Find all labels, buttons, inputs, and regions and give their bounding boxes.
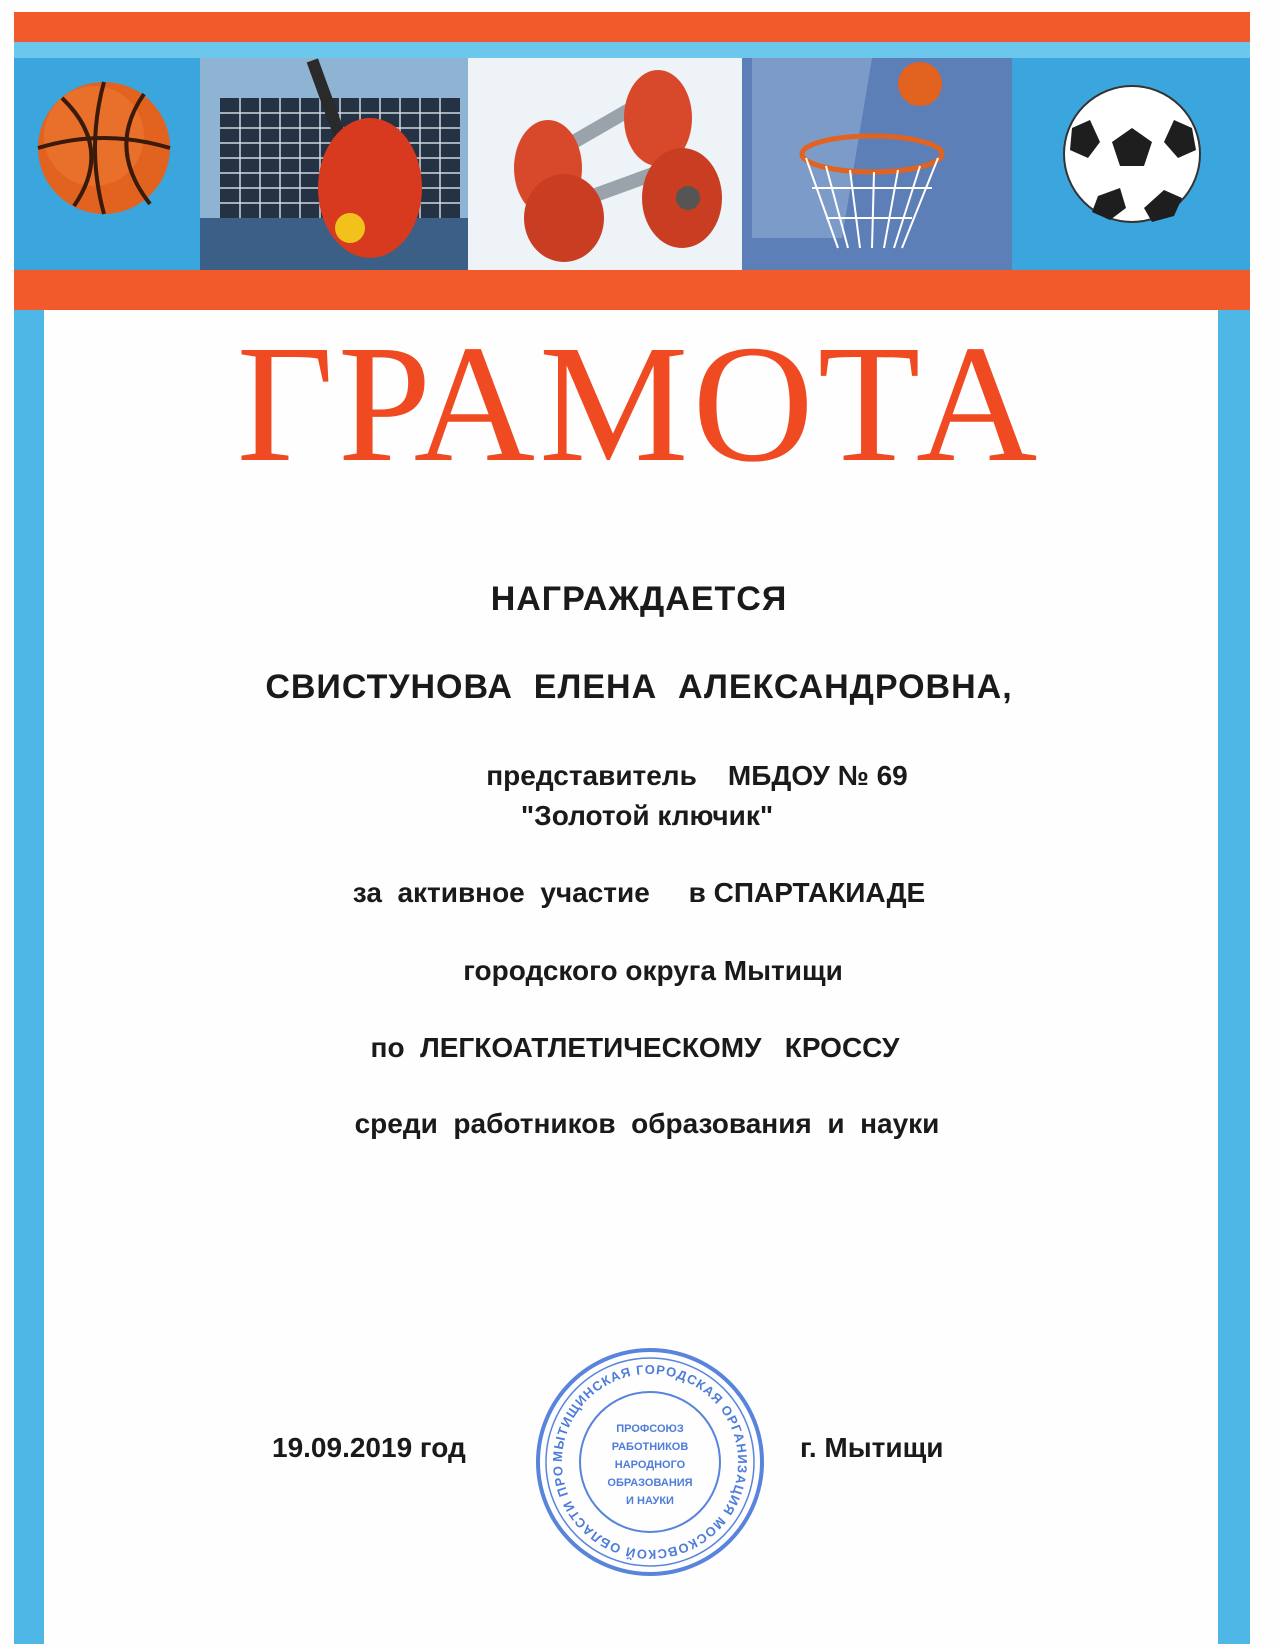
district-line: городского округа Мытищи xyxy=(463,955,843,986)
award-city: г. Мытищи xyxy=(800,1432,944,1463)
table-tennis-image xyxy=(200,58,468,270)
event-line: по ЛЕГКОАТЛЕТИЧЕСКОМУ КРОССУ xyxy=(370,1032,900,1063)
organization-line: "Золотой ключик" xyxy=(520,800,774,831)
dumbbells-image xyxy=(468,58,742,270)
svg-text:НАРОДНОГО: НАРОДНОГО xyxy=(614,1459,686,1471)
svg-text:И НАУКИ: И НАУКИ xyxy=(626,1495,674,1507)
recipient-name: СВИСТУНОВА ЕЛЕНА АЛЕКСАНДРОВНА, xyxy=(265,668,1013,706)
certificate-title: ГРАМОТА xyxy=(236,311,1042,497)
svg-text:ОБРАЗОВАНИЯ: ОБРАЗОВАНИЯ xyxy=(607,1477,693,1489)
reason-line: за активное участие в СПАРТАКИАДЕ xyxy=(352,877,926,908)
award-date: 19.09.2019 год xyxy=(272,1432,466,1463)
frame-top-band xyxy=(14,12,1250,42)
svg-text:ПРОФСОЮЗ: ПРОФСОЮЗ xyxy=(616,1423,684,1435)
frame-mid-band xyxy=(14,270,1250,310)
representative-line: представитель МБДОУ № 69 xyxy=(486,760,908,791)
basketball-hoop-image xyxy=(742,58,1012,270)
sports-banner xyxy=(14,58,1250,270)
frame-top-light-band xyxy=(14,42,1250,58)
basketball-ball-image xyxy=(14,58,200,270)
audience-line: среди работников образования и науки xyxy=(354,1108,940,1139)
stamp-ring-text: МЫТИЩИНСКАЯ ГОРОДСКАЯ ОРГАНИЗАЦИЯ МОСКОВСКОЙ ОБЛАСТИ ПРО xyxy=(549,1361,751,1563)
awarded-heading: НАГРАЖДАЕТСЯ xyxy=(490,580,788,618)
svg-text:РАБОТНИКОВ: РАБОТНИКОВ xyxy=(611,1441,689,1453)
soccer-ball-image xyxy=(1012,58,1250,270)
official-stamp xyxy=(530,1342,770,1582)
